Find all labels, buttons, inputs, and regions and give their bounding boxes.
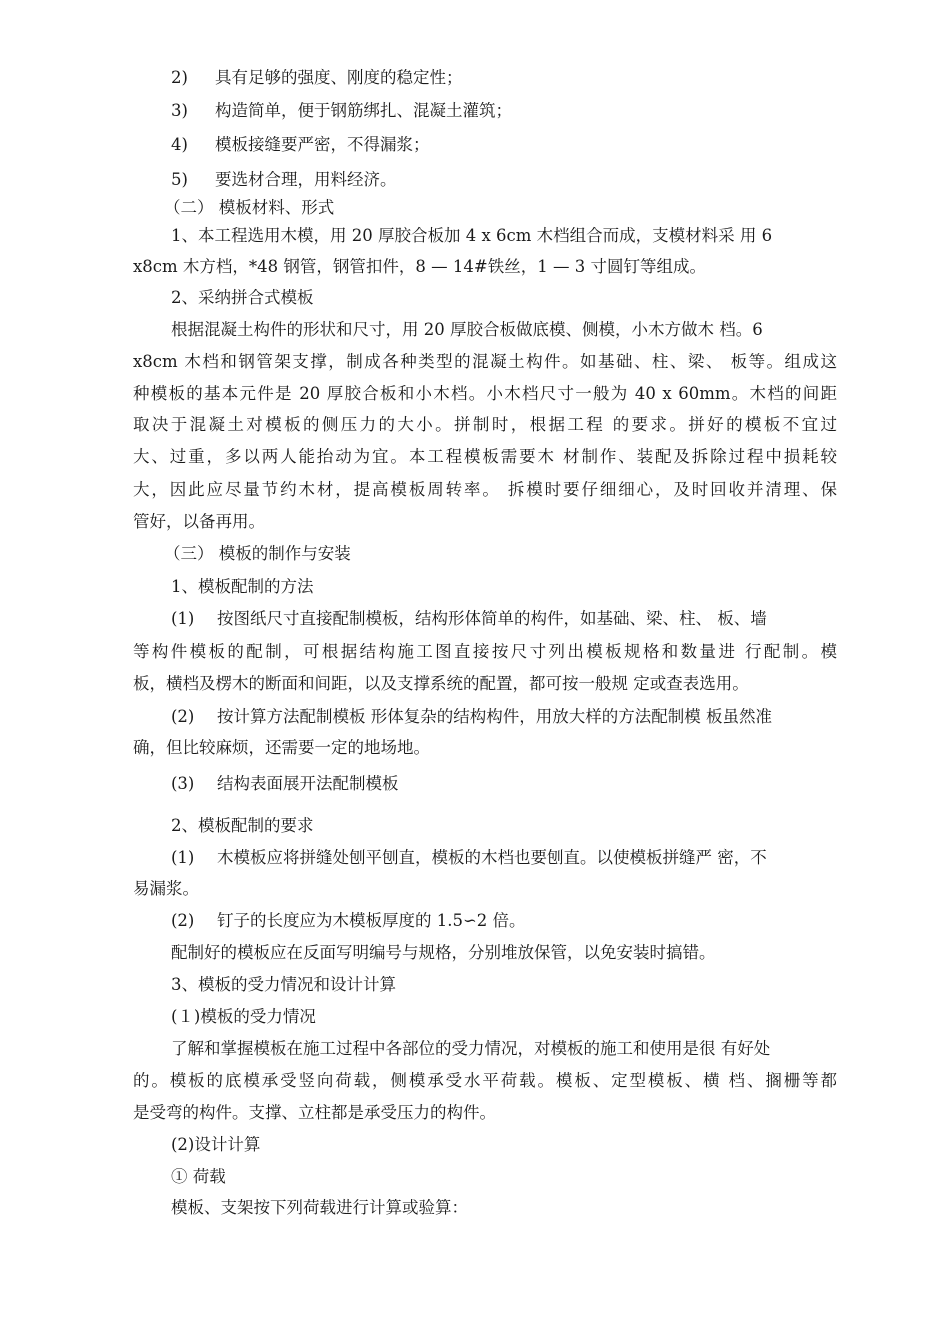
paragraph-line: 确，但比较麻烦，还需要一定的地场地。: [133, 738, 430, 757]
list-number: (1): [171, 848, 195, 867]
paragraph-line: 易漏浆。: [133, 879, 199, 898]
section-heading: （二） 模板材料、形式: [164, 198, 335, 217]
list-number: 2): [171, 68, 188, 87]
paragraph-line: 了解和掌握模板在施工过程中各部位的受力情况，对模板的施工和使用是很 有好处: [171, 1039, 771, 1058]
list-item-text: 模板接缝要严密，不得漏浆；: [215, 135, 430, 154]
list-item: [171, 135, 430, 155]
paragraph-line: 板，横档及楞木的断面和间距，以及支撑系统的配置，都可按一般规 定或查表选用。: [133, 674, 749, 693]
subsection-heading: 3、模板的受力情况和设计计算: [171, 975, 396, 994]
paragraph-line: 的。模板的底模承受竖向荷载，侧模承受水平荷载。模板、定型模板、横 档、搁栅等都: [133, 1071, 837, 1090]
subsection-heading: 1、模板配制的方法: [171, 577, 314, 596]
paragraph-line: 1、本工程选用木模，用 20 厚胶合板加 4 x 6cm 木档组合而成，支模材料采 用 6: [171, 226, 773, 245]
list-item-text: 按计算方法配制模板 形体复杂的结构构件，用放大样的方法配制模 板虽然准: [217, 707, 772, 726]
list-number: 5): [171, 170, 188, 189]
paragraph-line: 等构件模板的配制，可根据结构施工图直接按尺寸列出模板规格和数量进 行配制。模: [133, 642, 837, 661]
list-item-text: 按图纸尺寸直接配制模板，结构形体简单的构件，如基础、梁、柱、 板、墙: [217, 609, 767, 628]
list-number: 3): [171, 101, 188, 120]
paragraph-line: 配制好的模板应在反面写明编号与规格，分别堆放保管，以免安装时搞错。: [171, 943, 716, 962]
list-item-text: 钉子的长度应为木模板厚度的 1.5∽2 倍。: [217, 911, 526, 930]
list-number: (2): [171, 911, 195, 930]
list-item: [171, 707, 772, 727]
paragraph-line: x8cm 木档和钢管架支撑，制成各种类型的混凝土构件。如基础、柱、梁、 板等。组成这: [133, 352, 837, 371]
paragraph-line: x8cm 木方档，*48 钢管，钢管扣件，8 — 14#铁丝，1 — 3 寸圆钉等组成。: [133, 257, 706, 276]
paragraph-line: 种模板的基本元件是 20 厚胶合板和小木档。小木档尺寸一般为 40 x 60mm。木档的间距: [133, 384, 837, 403]
list-number: 4): [171, 135, 188, 154]
subsection-heading: 2、采纳拼合式模板: [171, 288, 314, 307]
list-number: (3): [171, 774, 195, 793]
list-item: [171, 609, 767, 629]
list-item: [171, 774, 399, 794]
list-number: (1): [171, 609, 195, 628]
paragraph-line: 取决于混凝土对模板的侧压力的大小。拼制时，根据工程 的要求。拼好的模板不宜过: [133, 415, 837, 434]
subsection-heading: (2)设计计算: [171, 1135, 261, 1154]
subsection-heading: 2、模板配制的要求: [171, 816, 314, 835]
list-item-text: 构造简单，便于钢筋绑扎、混凝土灌筑；: [215, 101, 512, 120]
list-item: [171, 68, 463, 88]
list-item: [171, 848, 767, 868]
section-heading: （三） 模板的制作与安装: [164, 544, 351, 563]
paragraph-line: 管好，以备再用。: [133, 512, 265, 531]
paragraph-line: 是受弯的构件。支撑、立柱都是承受压力的构件。: [133, 1103, 496, 1122]
list-item-text: 结构表面展开法配制模板: [217, 774, 399, 793]
subsection-heading: (１)模板的受力情况: [171, 1007, 316, 1026]
paragraph-line: 大、过重，多以两人能抬动为宜。本工程模板需要木 材制作、装配及拆除过程中损耗较: [133, 447, 837, 466]
paragraph-line: 模板、支架按下列荷载进行计算或验算：: [171, 1198, 468, 1217]
list-item: [171, 911, 526, 931]
list-item-text: 要选材合理，用料经济。: [215, 170, 397, 189]
subsection-heading: ① 荷载: [171, 1167, 226, 1186]
list-item-text: 木模板应将拼缝处刨平刨直，模板的木档也要刨直。以使模板拼缝严 密，不: [217, 848, 767, 867]
paragraph-line: 大，因此应尽量节约木材，提高模板周转率。 拆模时要仔细细心，及时回收并清理、保: [133, 480, 837, 499]
list-item: [171, 101, 512, 121]
list-number: (2): [171, 707, 195, 726]
list-item: [171, 170, 397, 190]
list-item-text: 具有足够的强度、刚度的稳定性；: [215, 68, 463, 87]
paragraph-line: 根据混凝土构件的形状和尺寸，用 20 厚胶合板做底模、侧模，小木方做木 档。6: [171, 320, 763, 339]
